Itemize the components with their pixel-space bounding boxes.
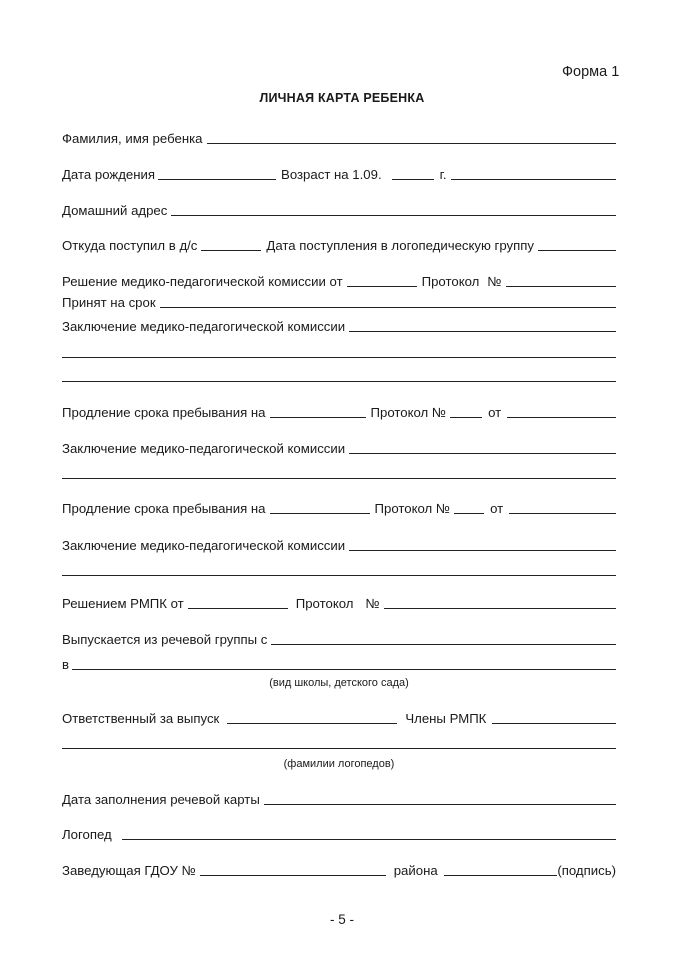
- protocol-no-sign: №: [487, 274, 502, 289]
- conclusion-extra-line[interactable]: [62, 381, 616, 382]
- extension-from-line[interactable]: [509, 513, 616, 514]
- conclusion-extra-row: [62, 367, 616, 385]
- conclusion-line[interactable]: [349, 550, 616, 551]
- conclusion-extra-line[interactable]: [62, 478, 616, 479]
- conclusion-extra-line[interactable]: [62, 357, 616, 358]
- released-to-label: в: [62, 657, 70, 672]
- head-row: [62, 861, 616, 879]
- conclusion-label: Заключение медико-педагогической комиссии: [62, 538, 346, 553]
- conclusion-row-1: [62, 317, 616, 335]
- released-row: [62, 630, 616, 648]
- extension-label: Продление срока пребывания на: [62, 405, 266, 420]
- head-line[interactable]: [200, 875, 386, 876]
- fill-date-line[interactable]: [264, 804, 616, 805]
- year-suffix: г.: [439, 167, 447, 182]
- accepted-row: [62, 293, 616, 311]
- address-line[interactable]: [171, 215, 616, 216]
- accepted-label: Принят на срок: [62, 295, 156, 310]
- rmpk-date-line[interactable]: [188, 608, 288, 609]
- rmpk-protocol-line[interactable]: [384, 608, 616, 609]
- page-number: - 5 -: [329, 912, 354, 927]
- released-line[interactable]: [271, 644, 616, 645]
- conclusion-line[interactable]: [349, 331, 616, 332]
- conclusion-label: Заключение медико-педагогической комиссии: [62, 319, 346, 334]
- conclusion-row-2: [62, 439, 616, 457]
- conclusion-extra-row: [62, 343, 616, 361]
- head-label: Заведующая ГДОУ №: [62, 863, 196, 878]
- conclusion-extra-line[interactable]: [62, 575, 616, 576]
- district-line[interactable]: [444, 875, 558, 876]
- address-row: [62, 201, 616, 219]
- conclusion-label: Заключение медико-педагогической комиссии: [62, 441, 346, 456]
- extension-row-2: [62, 499, 616, 517]
- extension-from-line[interactable]: [507, 417, 616, 418]
- age-label: Возраст на 1.09.: [281, 167, 382, 182]
- came-from-label: Откуда поступил в д/с: [62, 238, 198, 253]
- rmpk-protocol-label: Протокол: [295, 596, 354, 611]
- extension-from-label: от: [490, 501, 504, 516]
- child-name-row: [62, 129, 616, 147]
- fill-date-label: Дата заполнения речевой карты: [62, 792, 260, 807]
- responsible-label: Ответственный за выпуск: [62, 711, 220, 726]
- extension-protocol-label: Протокол №: [374, 501, 451, 516]
- commission-decision-line[interactable]: [347, 286, 417, 287]
- conclusion-line[interactable]: [349, 453, 616, 454]
- extension-line[interactable]: [270, 417, 366, 418]
- address-label: Домашний адрес: [62, 203, 168, 218]
- conclusion-row-3: [62, 536, 616, 554]
- conclusion-extra-row: [62, 561, 616, 579]
- came-from-line[interactable]: [201, 250, 261, 251]
- released-to-line[interactable]: [72, 669, 616, 670]
- school-note: (вид школы, детского сада): [269, 677, 409, 689]
- speech-therapist-line[interactable]: [122, 839, 616, 840]
- birth-date-row: [62, 165, 616, 183]
- admission-date-label: Дата поступления в логопедическую группу: [266, 238, 535, 253]
- extension-line[interactable]: [270, 513, 370, 514]
- rmpk-label: Решением РМПК от: [62, 596, 184, 611]
- speech-therapists-note: (фамилии логопедов): [283, 758, 395, 770]
- page-title: ЛИЧНАЯ КАРТА РЕБЕНКА: [259, 91, 425, 105]
- rmpk-no-sign: №: [365, 596, 380, 611]
- speech-therapist-row: [62, 825, 616, 843]
- extension-protocol-label: Протокол №: [370, 405, 447, 420]
- age-line[interactable]: [392, 179, 434, 180]
- district-label: района: [393, 863, 438, 878]
- form-number: Форма 1: [562, 64, 620, 80]
- extension-row-1: [62, 403, 616, 421]
- child-name-line[interactable]: [207, 143, 617, 144]
- rmpk-row: [62, 594, 616, 612]
- extension-protocol-line[interactable]: [450, 417, 482, 418]
- responsible-row: [62, 709, 616, 727]
- accepted-line[interactable]: [160, 307, 616, 308]
- protocol-label: Протокол: [421, 274, 480, 289]
- rmpk-members-line[interactable]: [492, 723, 616, 724]
- fill-date-row: [62, 790, 616, 808]
- rmpk-members-label: Члены РМПК: [405, 711, 487, 726]
- speech-therapist-label: Логопед: [62, 827, 112, 842]
- released-to-row: [62, 655, 616, 673]
- commission-decision-label: Решение медико-педагогической комиссии от: [62, 274, 343, 289]
- came-from-row: [62, 236, 616, 254]
- age-extra-line[interactable]: [451, 179, 616, 180]
- birth-date-line[interactable]: [158, 179, 276, 180]
- commission-decision-row: [62, 272, 616, 290]
- child-name-label: Фамилия, имя ребенка: [62, 131, 203, 146]
- extension-protocol-line[interactable]: [454, 513, 484, 514]
- admission-date-line[interactable]: [538, 250, 616, 251]
- released-label: Выпускается из речевой группы с: [62, 632, 268, 647]
- signature-label: (подпись): [557, 863, 616, 878]
- members-extra-line[interactable]: [62, 748, 616, 749]
- birth-date-label: Дата рождения: [62, 167, 156, 182]
- protocol-line[interactable]: [506, 286, 616, 287]
- members-extra-row: [62, 734, 616, 752]
- conclusion-extra-row: [62, 464, 616, 482]
- extension-from-label: от: [488, 405, 502, 420]
- responsible-line[interactable]: [227, 723, 397, 724]
- extension-label: Продление срока пребывания на: [62, 501, 266, 516]
